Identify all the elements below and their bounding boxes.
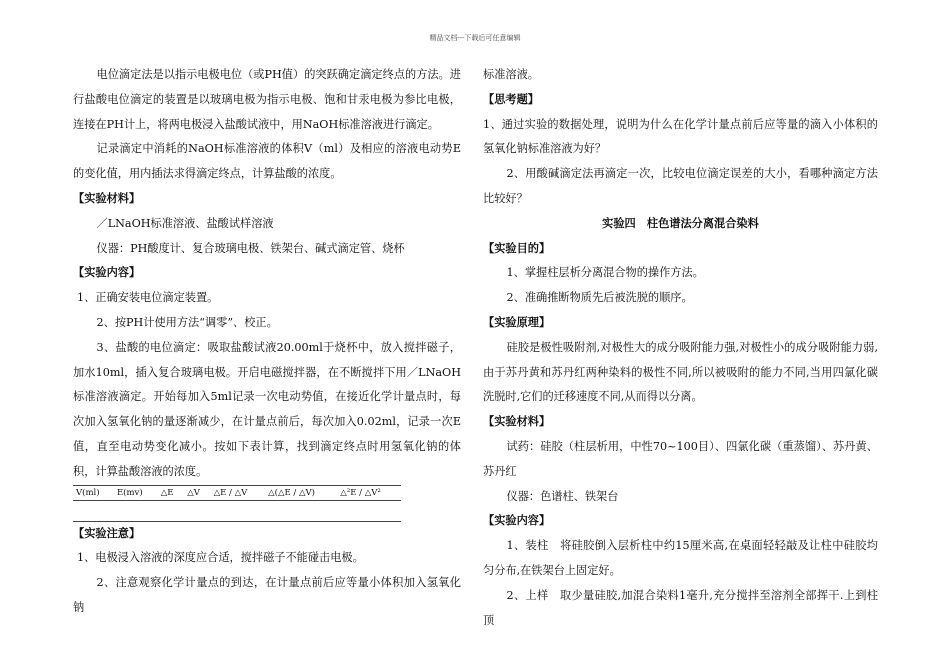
intro-paragraph-2: 记录滴定中消耗的NaOH标准溶液的体积V（ml）及相应的溶液电动势E的变化值，用内插法求得滴定终点，计算盐酸的浓度。 [73, 142, 461, 181]
purpose-heading: 【实验目的】 [483, 241, 551, 255]
reagents-text: 试药：硅胶（柱层析用，中性70~100目）、四氯化碳（重蒸馏）、苏丹黄、苏丹红 [483, 439, 878, 478]
step-2: 2、按PH计使用方法“调零”、校正。 [96, 315, 278, 329]
table-header-cell: V(ml) [73, 485, 114, 500]
table-header-cell: △E / △V [211, 485, 266, 500]
titration-table [73, 485, 401, 501]
header-note: 精品文档---下载后可任意编辑 [429, 34, 521, 42]
content-heading-right: 【实验内容】 [483, 514, 551, 528]
intro-paragraph-1: 电位滴定法是以指示电极电位（或PH值）的突跃确定滴定终点的方法。进行盐酸电位滴定的装置是以玻璃电极为指示电极、饱和甘汞电极为参比电极，连接在PH计上，将两电极浸入盐酸试液中，用NaOH标准溶液进行滴定。 [73, 68, 461, 131]
materials-heading: 【实验材料】 [73, 191, 141, 205]
note-2: 2、注意观察化学计量点的到达，在计量点前后应等量小体积加入氢氧化钠 [73, 576, 461, 614]
content-heading: 【实验内容】 [73, 266, 141, 280]
experiment-title: 实验四 柱色谱法分离混合染料 [602, 216, 759, 230]
table-header-cell: △V [184, 485, 210, 500]
purpose-2: 2、准确推断物质先后被洗脱的顺序。 [506, 291, 693, 305]
principle-heading: 【实验原理】 [483, 315, 551, 329]
table-header-cell: △²E / △V² [337, 485, 401, 500]
materials-instruments: 仪器：PH酸度计、复合玻璃电极、铁架台、碱式滴定管、烧杯 [96, 241, 405, 255]
instruments-text: 仪器：色谱柱、铁架台 [506, 489, 619, 503]
principle-text: 硅胶是极性吸附剂,对极性大的成分吸附能力强,对极性小的成分吸附能力弱,由于苏丹黄和苏丹红两种染料的极性不同,所以被吸附的能力不同,当用四氯化碳洗脱时,它们的迁移速度不同,从而得以分离。 [483, 340, 878, 404]
step-1: 1、正确安装电位滴定装置。 [77, 291, 219, 305]
purpose-1: 1、掌握柱层析分离混合物的操作方法。 [506, 266, 704, 280]
table-header-cell: △E [158, 485, 184, 500]
continued-text: 标准溶液。 [483, 68, 539, 81]
right-step-2: 2、上样 取少量硅胶,加混合染料1毫升,充分搅拌至溶剂全部挥干.上到柱顶 [483, 588, 878, 627]
step-3: 3、盐酸的电位滴定：吸取盐酸试液20.00ml于烧杯中，放入搅拌磁子，加水10ml，插入复合玻璃电极。开启电磁搅拌器，在不断搅拌下用／LNaOH标准溶液滴定。开始每加入5ml记录一次电动势值，在接近化学计量点时，每次加入氢氧化钠的量逐渐减少，在计量点前后，每次加入0.02ml，记录一次E值，直至电动势变化减小。按如下表计算，找到滴定终点时用氢氧化钠的体积，计算盐酸溶液的浓度。 [73, 340, 461, 478]
note-1: 1、电极浸入溶液的深度应合适，搅拌磁子不能碰击电极。 [77, 551, 364, 565]
table-header-cell: E(mv) [114, 485, 158, 500]
right-column [483, 63, 878, 633]
materials-heading-right: 【实验材料】 [483, 415, 551, 429]
materials-reagents: ／LNaOH标准溶液、盐酸试样溶液 [96, 216, 274, 230]
notes-heading: 【实验注意】 [73, 526, 141, 540]
table-header-row [73, 485, 401, 500]
questions-heading: 【思考题】 [483, 92, 539, 106]
left-column [73, 63, 461, 621]
question-2: 2、用酸碱滴定法再滴定一次，比较电位滴定误差的大小，看哪种滴定方法比较好？ [483, 167, 878, 205]
table-header-cell: △(△E / △V) [265, 485, 337, 500]
right-step-1: 1、装柱 将硅胶倒入层析柱中约15厘米高,在桌面轻轻敲及让柱中硅胶均匀分布,在铁架台上固定好。 [483, 539, 878, 577]
question-1: 1、通过实验的数据处理，说明为什么在化学计量点前后应等量的滴入小体积的氢氧化钠标准溶液为好？ [483, 117, 878, 156]
